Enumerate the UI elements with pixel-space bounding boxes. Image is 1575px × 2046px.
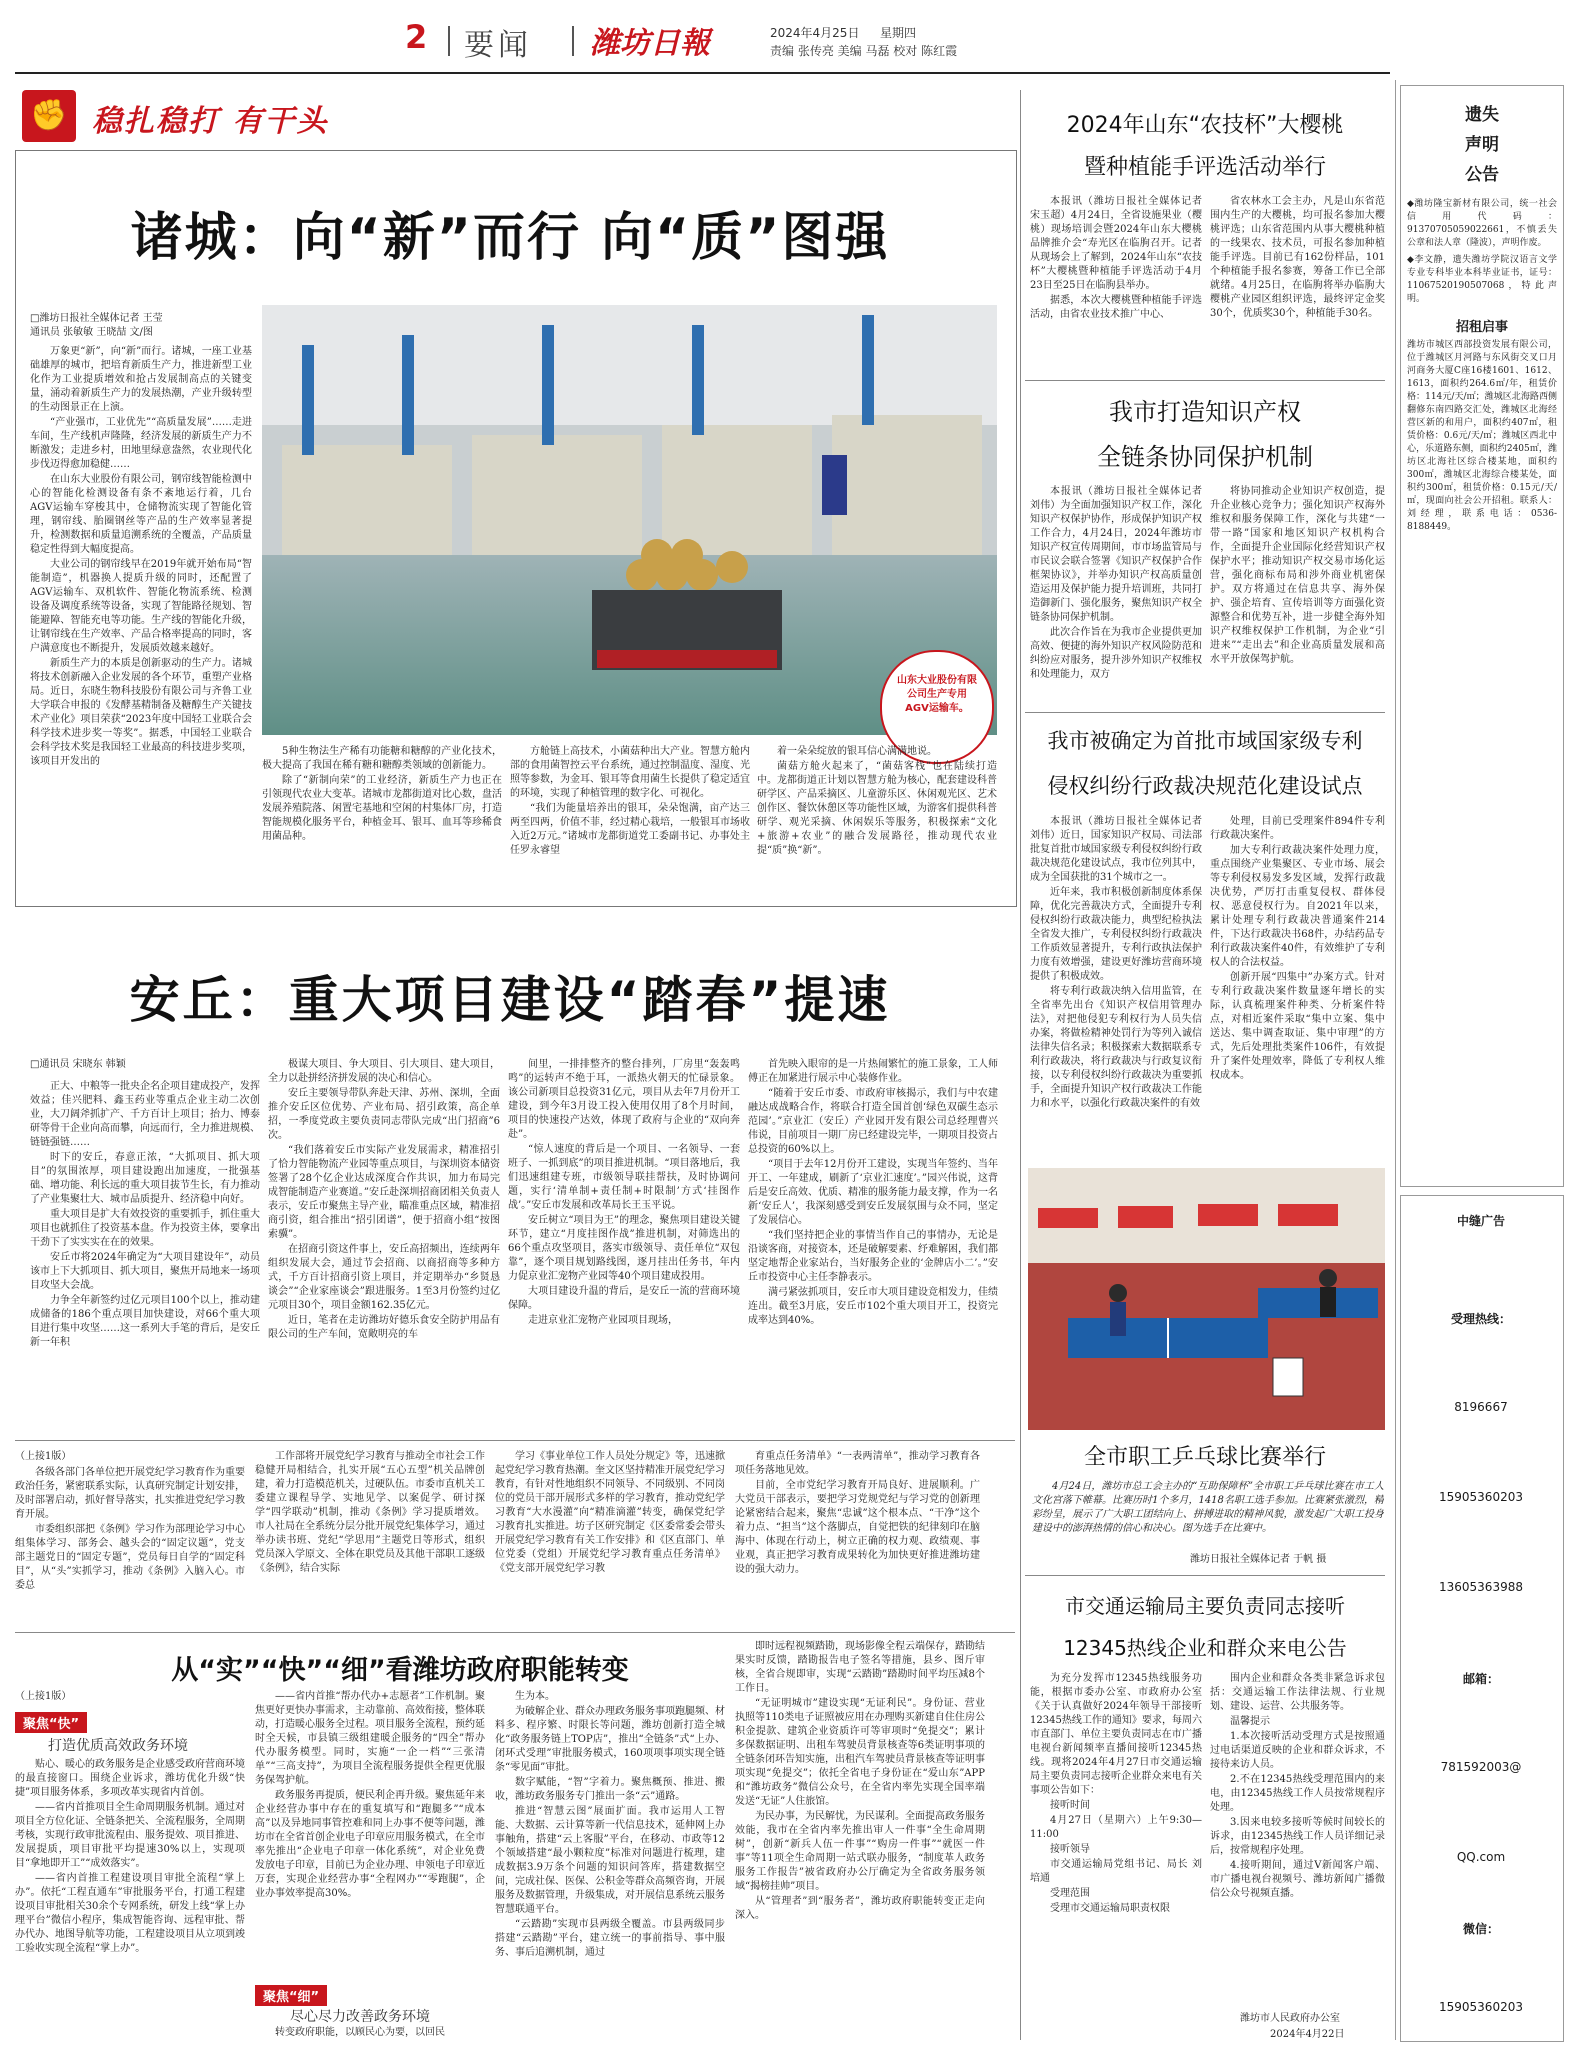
paragraph: 安丘树立“项目为王”的理念，聚焦项目建设关键环节，建立“月度挂图作战”推进机制，对筛选出的66个重点攻坚项目，落实市级领导、责任单位“双包靠”，逐个项目规划路线图，逐月挂出任务书，年内力促京业汇宠物产业园等40个项目建成投用。 bbox=[508, 1215, 740, 1282]
article-body-col1 bbox=[1030, 485, 1202, 703]
article-title-line1: 市交通运输局主要负责同志接听 bbox=[1065, 1594, 1345, 1618]
paragraph: 据悉，本次大樱桃暨种植能手评选活动，由省农业技术推广中心、 bbox=[1030, 295, 1202, 320]
section-divider bbox=[1025, 712, 1385, 713]
tag-focus-detail: 聚焦“细” bbox=[255, 1985, 327, 2006]
section-divider bbox=[15, 1632, 1015, 1633]
paragraph: ——省内首推项目全生命周期服务机制。通过对项目全方位化证、全链条把关、全流程服务，全周期考核，实现行政审批流程由、服务提效、项目推进、发展提质，项目审批平均提速30%以上，实现项目“拿地即开工”“成效落实”。 bbox=[15, 1802, 245, 1869]
paragraph: 为破解企业、群众办理政务服务事项跑腿频、材料多、程序繁、时限长等问题，潍坊创新打造全城化“政务服务链上TOP店”，推出“全链条”式“上办、闭环式受理”审批服务模式，160项项事项实现全链条“零见面”审批。 bbox=[495, 1706, 725, 1773]
continuation-header: （上接1版） bbox=[15, 1691, 72, 1702]
article-body-col1 bbox=[1030, 1672, 1202, 2040]
article-title: 安丘：重大项目建设“踏春”提速 bbox=[129, 971, 891, 1029]
paragraph: 生为本。 bbox=[515, 1691, 555, 1702]
tag-focus-fast: 聚焦“快” bbox=[15, 1712, 87, 1733]
wechat-label: 微信： bbox=[1462, 1922, 1499, 1936]
article-title-line1: 我市被确定为首批市域国家级专利 bbox=[1047, 729, 1363, 753]
article-title-line2: 侵权纠纷行政裁决规范化建设试点 bbox=[1047, 774, 1363, 798]
paragraph: 除了“新制向荣”的工业经济，新质生产力也正在引领现代农业大变革。诸城市龙都街道对比心数，盘活发展养殖院落、闲置宅基地和空闲的村集体厂房，打造智能规模化服务平台，种植金耳、银耳、血耳等珍稀食用菌品种。 bbox=[262, 775, 502, 842]
continuation-col4 bbox=[735, 1450, 980, 1626]
paragraph: 本报讯（潍坊日报社全媒体记者 刘伟）近日，国家知识产权局、司法部批复首批市域国家级专利侵权纠纷行政裁决规范化建设试点，我市位列其中，成为全国获批的31个城市之一。 bbox=[1030, 816, 1202, 883]
paragraph: 在山东大业股份有限公司，钢帘线智能检测中心的智能化检测设备有条不紊地运行着，几台AGV运输车穿梭其中，仓储物流实现了智能化管理，钢帘线、胎圈钢丝等产品的生产效率显著提升，检测数据和质量追溯系统的全覆盖，产品质量稳定性得到大幅度提高。 bbox=[30, 474, 252, 555]
paragraph: ——省内首推“帮办代办+志愿者”工作机制。聚焦更好更快办事需求，主动靠前、高效衔接，整体联动，打造暖心服务全过程。项目服务全流程，预约延时全天候，市县镇三级组建暖企服务的“四全”帮办代办服务模型。同时，实施“一企一档”“三张清单”“三高支持”，为项目全流程服务提供全程更优服务保驾护航。 bbox=[255, 1691, 485, 1786]
masthead-divider bbox=[572, 26, 574, 56]
article-title: 全市职工乒乓球比赛举行 bbox=[1083, 1445, 1326, 1470]
article-title: 从“实”“快”“细”看潍坊政府职能转变 bbox=[171, 1655, 629, 1686]
paragraph: 菌菇方舱火起来了，“菌菇客栈”也在陆续打造中。龙都街道正计划以智慧方舱为核心，配套建设科普研学区、产品采摘区、儿童游乐区、休闲观光区、艺术创作区、餐饮休憩区等功能性区域，为游客们提供科普研学、观光采摘、休闲娱乐等服务，积极探索“文化+旅游+农业”的融合发展路径，推动现代农业提“质”换“新”。 bbox=[757, 761, 997, 856]
article-body-col3 bbox=[508, 1058, 740, 1430]
paragraph: 3.因来电较多接听等候时间较长的诉求，由12345热线工作人员详细记录后，按常规程序处理。 bbox=[1210, 1817, 1385, 1856]
paragraph: 安丘市将2024年确定为“大项目建设年”，动员该市上下大抓项目、抓大项目，聚焦开局地来一场项目攻坚大会战。 bbox=[30, 1252, 260, 1291]
article-title-line2: 暨种植能手评选活动举行 bbox=[1083, 155, 1326, 180]
paragraph: 近年来，我市积极创新制度体系保障，优化完善裁决方式，全面提升专利侵权纠纷行政裁决能力，典型纪检执法全省发大推广，专利侵权纠纷行政裁决工作质效显著提升，专利行政执法保护力度有效增强，建设更好潍坊营商环境提供了积极成效。 bbox=[1030, 887, 1202, 982]
paragraph: 在招商引资这件事上，安丘高招频出，连续两年组织发展大会，通过节会招商、以商招商等多种方式，千方百计招商引资上项目，并定期举办“乡贤恳谈会”“企业家座谈会”跟进服务。1至3月份签约过亿元项目30个，项目金额162.35亿元。 bbox=[268, 1244, 500, 1311]
notice-box bbox=[1400, 85, 1564, 1187]
email-address: QQ.com bbox=[1456, 1850, 1506, 1864]
subhead: 打造优质高效政务环境 bbox=[48, 1738, 188, 1754]
paragraph: ——省内首推工程建设项目审批全流程“掌上办”。依托“工程直通车”审批服务平台，打通工程建设项目审批相关30余个专网系统，研发上线“掌上办理平台”微信小程序，集成智能咨询、远程审批、帮办代办、地图导航等功能，工程建设项目从立项到竣工验收实现全流程“掌上办”。 bbox=[15, 1873, 245, 1954]
paragraph: 各级各部门各单位把开展党纪学习教育作为重要政治任务，紧密联系实际，认真研究制定计划安排，及时部署启动，抓好督导落实，扎实推进党纪学习教育开展。 bbox=[15, 1467, 245, 1520]
paragraph: 满弓紧弦抓项目，安丘市大项目建设竞相发力，佳绩连出。截至3月底，安丘市102个重大项目开工，投资完成率达到40%。 bbox=[748, 1287, 998, 1326]
paragraph: 安丘主要领导带队奔赴天津、苏州、深圳，全面推介安丘区位优势、产业布局、招引政策，高企单招，一季度党政主要负责同志带队完成“出门招商”6次。 bbox=[268, 1088, 500, 1141]
masthead-divider bbox=[448, 26, 450, 56]
paragraph: 将协同推动企业知识产权创造，提升企业核心竞争力；强化知识产权海外维权和服务保障工作，深化与共建“一带一路”国家和地区知识产权机构合作，全面提升企业国际化经营知识产权保护水平；推动知识产权交易市场化运营，强化商标布局和涉外商业机密保护。双方将通过在信息共享、海外保护、强企培育、宣传培训等方面强化资源整合和优势互补，进一步健全海外知识产权维权保护工作机制，为企业“引进来”“走出去”和企业高质量发展和高水平开放保驾护航。 bbox=[1210, 486, 1385, 665]
paragraph: “我们坚持把企业的事情当作自己的事情办，无论是沿谈客商，对接资本，还是破解要素、纾难解困，我们都坚定地帮企业家站台，当好服务企业的‘金牌店小二’。”安丘市投资中心主任李静表示。 bbox=[748, 1230, 998, 1283]
paragraph: 重大项目是扩大有效投资的重要抓手，抓住重大项目也就抓住了投资基本盘。作为投资主体，要拿出干劲下了实实实在在的效果。 bbox=[30, 1209, 260, 1248]
paragraph: 本报讯（潍坊日报社全媒体记者 刘伟）为全面加强知识产权工作，深化知识产权保护协作，形成保护知识产权工作合力，4月24日，2024年潍坊市知识产权宣传周期间，市市场监管局与市民议会联合签署《知识产权保护合作框架协议》，并举办知识产权高质量创造运用及保护能力提升培训班，共同打造御新门、强化服务，聚焦知识产权全链条协同保护机制。 bbox=[1030, 486, 1202, 623]
paragraph: 市交通运输局党组书记、局长 刘培通 bbox=[1030, 1859, 1202, 1884]
paragraph: “我们落着安丘市实际产业发展需求，精准招引了恰力智能物流产业园等重点项目，与深圳资本储资签署了28个亿企业达成深度合作共识，加力布局完成智能制造产业赛道。”安丘赴深圳招商团相关负责人表示，安丘市聚焦主导产业，瞄准重点区域，精准招商引资，组合推出“招引团谱”，便于招商小组“按图索骥”。 bbox=[268, 1145, 500, 1240]
continuation-col2 bbox=[255, 1450, 485, 1626]
paragraph: 间里，一排排整齐的整台排列，厂房里“轰轰鸣鸣”的运转声不绝于耳，一派热火朝天的忙碌景象。该公司新项目总投资31亿元，项目从去年7月份开工建设，到今年3月设工投入使用仅用了8个月时间，项目的快速投产达效，体现了政府与企业的“双向奔赴”。 bbox=[508, 1059, 740, 1140]
notice-item: ◆潍坊隆宝新材有限公司，统一社会信用代码：91370705059022661，不慎丢失公章和法人章（隆波），声明作废。 bbox=[1407, 199, 1557, 248]
hotline-number: 8196667 bbox=[1454, 1400, 1508, 1414]
continuation-col3 bbox=[495, 1450, 725, 1626]
article-body-col1 bbox=[1030, 815, 1202, 1155]
paragraph: 接听领导 bbox=[1050, 1844, 1090, 1855]
hotline-number: 13605363988 bbox=[1439, 1580, 1523, 1594]
article-body-col2 bbox=[1210, 485, 1385, 703]
paragraph: 万象更“新”，向“新”而行。诸城，一座工业基础雄厚的城市，把培育新质生产力，推进新型工业化作为工业提质增效和抢占发展制高点的关键变量，涌动着新质生产力的发展热潮，产业升级转型的生动图景正在上演。 bbox=[30, 346, 252, 413]
notice-title-2: 声明 bbox=[1465, 135, 1499, 155]
article-body-col1 bbox=[1030, 195, 1202, 385]
paragraph: “产业强市，工业优先”“高质量发展”……走进车间，生产线机声隆隆，经济发展的新质生产力不断激发；走进乡村，田地里绿意盎然，农业现代化步伐迈得愈加稳健…… bbox=[30, 417, 252, 470]
paragraph: 4.接听期间，通过V新闻客户端、市广播电视台视频号、潍坊新闻广播微信公众号视频直播。 bbox=[1210, 1860, 1385, 1899]
paragraph: 极谋大项目、争大项目、引大项目、建大项目，全力以赴拼经济拼发展的决心和信心。 bbox=[268, 1059, 500, 1084]
column-divider bbox=[1020, 90, 1021, 2040]
issue-date: 2024年4月22日 bbox=[1270, 2029, 1345, 2040]
hotline-number: 15905360203 bbox=[1439, 1490, 1523, 1504]
notice-title-1: 遗失 bbox=[1465, 105, 1499, 125]
issue-weekday: 星期四 bbox=[880, 26, 917, 40]
paragraph: 方舱链上高技术，小菌菇种出大产业。智慧方舱内部的食用菌智控云平台系统，通过控制温度、湿度、光照等参数，为金耳、银耳等食用菌生长提供了稳定适宜的环境，实现了种植管理的数字化、可视化。 bbox=[510, 746, 750, 799]
paragraph: “随着于安丘市委、市政府审核揭示，我们与中农建融达成战略合作，将联合打造全国首创‘绿色双碳生态示范园’。”京业汇（安丘）产业园开发有限公司总经理曹兴伟说，目前项目一期厂房已经建设完毕，一期项目投资占总投资的60%以上。 bbox=[748, 1088, 998, 1155]
article-body-col2 bbox=[268, 1058, 500, 1430]
notice-item: ◆李文静，遗失潍坊学院汉语言文学专业专科毕业本科毕业证书，证号：11067520190507068，特此声明。 bbox=[1407, 255, 1557, 304]
paragraph: 首先映入眼帘的是一片热闹繁忙的施工景象，工人师傅正在加紧进行展示中心装修作业。 bbox=[748, 1059, 998, 1084]
fist-icon: ✊ bbox=[22, 90, 76, 142]
paragraph: 新质生产力的本质是创新驱动的生产力。诸城将技术创新融入企业发展的各个环节，重塑产业格局。近日，东晓生物科技股份有限公司与齐鲁工业大学联合申报的《发酵基精制备及糖醇生产关键技术产业化》项目荣获“2023年度中国轻工业联合会科学技术进步奖一等奖”。据悉，中国轻工业联合会科学技术奖是我国轻工业最高的科技进步奖项，该项目开发出的 bbox=[30, 658, 252, 767]
paper-name: 潍坊日報 bbox=[590, 26, 710, 61]
paragraph: 市委组织部把《条例》学习作为部理论学习中心组集体学习、部务会、越头会的“固定议题”，党支部主题党日的“固定专题”，党员每日自学的“固定科目”，从“头”实抓学习，推动《条例》入脑入心。市委总 bbox=[15, 1524, 245, 1591]
notice-title-3: 公告 bbox=[1465, 165, 1499, 185]
paragraph: 转变政府职能，以顾民心为要，以回民 bbox=[275, 2027, 445, 2038]
paragraph: 4月24日，潍坊市总工会主办的“互助保障杯”全市职工乒乓球比赛在市工人文化宫落下帷幕。比赛历时1个多月，1418名职工选手参加。比赛紧张激烈，精彩纷呈，展示了广大职工团结向上、拼搏进取的精神风貌，激发起广大职工投身建设中的澎湃热情的信心和决心。图为选手在比赛中。 bbox=[1032, 1481, 1384, 1534]
table-tennis-photo bbox=[1028, 1168, 1385, 1430]
email-address: 781592003@ bbox=[1440, 1760, 1522, 1774]
paragraph: 大项目建设升温的背后，是安丘一流的营商环境保障。 bbox=[508, 1286, 740, 1311]
article-body-col1 bbox=[30, 345, 252, 900]
paragraph: 力争全年新签约过亿元项目100个以上，推动建成储备的186个重点项目加快建设，对66个重大项目进行集中攻坚……这一系列大手笔的背后，是安丘新一年积 bbox=[30, 1295, 260, 1348]
article-title-line2: 12345热线企业和群众来电公告 bbox=[1063, 1636, 1347, 1660]
paragraph: 学习《事业单位工作人员处分规定》等，迅速掀起党纪学习教育热潮。奎文区坚持精准开展党纪学习教育，有针对性地组织不同领导、不同级别、不同岗位的党员干部开展形式多样的学习教育，推动党纪学习教育“大水漫灌”向“精准滴灌”转变，确保党纪学习教育扎实推进。坊子区研究制定《区委常委会带头开展党纪学习教育有关工作安排》和《区直部门、单位党委（党组）开展党纪学习教育重点任务清单》《党支部开展党纪学习教 bbox=[495, 1451, 725, 1574]
paragraph: 5种生物法生产稀有功能糖和糖醇的产业化技术，极大提高了我国在稀有糖和糖醇类领域的创新能力。 bbox=[262, 746, 502, 771]
article-title: 诸城：向“新”而行 向“质”图强 bbox=[130, 208, 890, 268]
paragraph: 从“管理者”到“服务者”，潍坊政府职能转变正走向深入。 bbox=[735, 1896, 985, 1921]
article-body-col3 bbox=[495, 1690, 725, 2040]
article-body-col2 bbox=[1210, 815, 1385, 1155]
paragraph: 受理市交通运输局职责权限 bbox=[1050, 1903, 1170, 1914]
editors-line: 责编 张传亮 美编 马磊 校对 陈红霞 bbox=[770, 44, 958, 58]
paragraph: 为充分发挥市12345热线服务功能，根据市委办公室、市政府办公室《关于认真做好2024年领导干部接听12345热线工作的通知》要求，每周六市直部门、单位主要负责同志在市广播电视台新闻频率直播间接听12345热线。现将2024年4月27日市交通运输局主要负责同志接听企业群众来电有关事项公告如下： bbox=[1030, 1673, 1202, 1796]
paragraph: 本报讯（潍坊日报社全媒体记者 宋玉超）4月24日，全省设施果业（樱桃）现场培训会暨2024年山东大樱桃品牌推介会“寿光区在临朐召开。记者从现场会上了解到，2024年山东“农技杯”大樱桃暨种植能手评选活动于4月23日至25日在临朐县举办。 bbox=[1030, 196, 1202, 291]
paragraph: 4月27日（星期六）上午9:30—11:00 bbox=[1030, 1815, 1202, 1840]
article-title-line1: 2024年山东“农技杯”大樱桃 bbox=[1066, 113, 1344, 138]
wechat-id: 15905360203 bbox=[1439, 2000, 1523, 2014]
paragraph: “云踏勘”实现市县两级全覆盖。市县两级同步搭建“云踏勘”平台，建立统一的事前指导、事中服务、事后追溯机制，通过 bbox=[495, 1919, 725, 1958]
paragraph: 目前，全市党纪学习教育开局良好、进展顺利。广大党员干部表示，要把学习党规党纪与学习党的创新理论紧密结合起来，聚焦“忠诚”这个根本点、“干净”这个着力点、“担当”这个落脚点，自觉把铁的纪律刻印在脑海中、体现在行动上，树立正确的权力观、政绩观、事业观，真正把学习教育成果转化为加快更好推进潍坊建设的强大动力。 bbox=[735, 1480, 980, 1575]
paragraph: “惊人速度的背后是一个项目、一名领导、一套班子、一抓到底”的项目推进机制。“项目落地后，我们迅速组建专班，市级领导联挂帮扶，及时协调问题，实行‘清单制+责任制+时限制’方式‘挂图作战’。”安丘市发展和改革局长王玉平说。 bbox=[508, 1144, 740, 1211]
paragraph: “我们为能量培养出的银耳，朵朵饱满，亩产达三两至四两，价值不菲，经过精心栽培，一般银耳市场收入近2万元。”诸城市龙都街道党工委副书记、办事处主任罗永睿望 bbox=[510, 803, 750, 856]
column-banner-text: 稳扎稳打 有干头 bbox=[92, 104, 329, 139]
article-body-col4 bbox=[735, 1640, 985, 2040]
paragraph: 走进京业汇宠物产业园项目现场， bbox=[528, 1315, 678, 1326]
paragraph: 推进“智慧云图”展面扩面。我市运用人工智能、大数据、云计算等新一代信息技术，延伸网上办事触角，搭建“云上客服”平台，在移动、市政等12个领域搭建“最小颗粒度”标准对问题进行梳理，建成数据3.9万条个问题的知识问答库，搭建数据空间，完成社保、医保、公积金等群众高频咨询，开展服务及数据管理，升级集成，对开展信息系统云服务智慧联通平台。 bbox=[495, 1806, 725, 1915]
paragraph: 时下的安丘，春意正浓，“大抓项目、抓大项目”的氛围浓厚，项目建设跑出加速度，一批强基础、增功能、利长远的重大项目拔节生长，有力推动了产业集聚壮大、城市品质提升、经济稳中向好。 bbox=[30, 1152, 260, 1205]
article-body-col2 bbox=[255, 1690, 485, 1980]
page-number: 2 bbox=[405, 18, 428, 56]
article-body-col2b bbox=[255, 2026, 485, 2042]
article-body-col4 bbox=[757, 745, 997, 895]
article-body-col4 bbox=[748, 1058, 998, 1430]
article-title-line2: 全链条协同保护机制 bbox=[1097, 443, 1313, 471]
paragraph: 着一朵朵绽放的银耳信心满满地说。 bbox=[777, 746, 937, 757]
paragraph: 即时远程视频踏勘，现场影像全程云端保存，踏勘结果实时反馈，踏勘报告电子签名等措施，县乡、图斤审核，全省合规即审，实现“云踏勘”踏勘时间平均压减8个工作日。 bbox=[735, 1641, 985, 1694]
paragraph: 温馨提示 bbox=[1230, 1716, 1270, 1727]
table-tennis-photo-art bbox=[1028, 1168, 1385, 1430]
photo-credit: 潍坊日报社全媒体记者 于帆 摄 bbox=[1190, 1554, 1327, 1565]
paragraph: 近日，笔者在走访潍坊好德乐食安全防护用品有限公司的生产车间，宽敞明亮的车 bbox=[268, 1315, 500, 1340]
paragraph: 处理，目前已受理案件894件专利行政裁决案件。 bbox=[1210, 816, 1385, 841]
photo-caption: 山东大业股份有限公司生产专用AGV运输车。 bbox=[897, 675, 977, 714]
paragraph: 加大专利行政裁决案件处理力度，重点围绕产业集聚区、专业市场、展会等专利侵权易发多发区域，发挥行政裁决优势，严厉打击重复侵权、群体侵权、恶意侵权行为。自2021年以来，累计处理专利行政裁决普通案件214件，下达行政裁决书68件，办结药品专利行政裁决案件40件，有效维护了专利权人的合法权益。 bbox=[1210, 845, 1385, 968]
paragraph: 围内企业和群众各类非紧急诉求包括：交通运输工作法律法规、行业规划、建设、运营、公共服务等。 bbox=[1210, 1673, 1385, 1712]
paragraph: 省农林水工会主办，凡是山东省范围内生产的大樱桃，均可报名参加大樱桃评选；山东省范围内从事大樱桃种植的一线果农、技术员，可报名参加种植能手评选。目前已有162份样品，101个种植能手报名参赛，筹备工作已全部就绪。4月25日，在临朐将举办临朐大樱桃产业园区组织评选，最终评定金奖30个，优质奖30个，种植能手30名。 bbox=[1210, 196, 1385, 319]
paragraph: 将专利行政裁决纳入信用监管，在全省率先出台《知识产权信用管理办法》，对把他侵犯专利权行为人员失信办案，将做检精神处罚行为等列入诚信法律失信名录；积极探索大数据联系专利行政裁决，将行政裁决与行政复议衔接，以专利侵权纠纷行政裁决为重要抓手，全面提升知识产权行政裁决工作能力和水平，以强化行政裁决案件的有效 bbox=[1030, 986, 1202, 1109]
paragraph: 数字赋能，“智”字着力。聚焦概预、推进、搬收，潍坊政务服务专门推出一条“云”通路。 bbox=[495, 1777, 725, 1802]
article-body-col2 bbox=[262, 745, 502, 895]
section-name: 要闻 bbox=[464, 28, 532, 63]
paragraph: 为民办事，为民解忧，为民谋利。全面提高政务服务效能，我市在全省内率先推出审人一件事“全生命周期树”，创新“新兵人伍一件事”“购房一件事”“就医一件事”等11项全生命周期一站式联办服务，“制度革人政务服务工作报告”被省政府办公厅确定为全省政务服务领域“揭榜挂帅”项目。 bbox=[735, 1811, 985, 1892]
rent-text: 潍坊市城区西部投资发展有限公司，位于潍城区月河路与东风街交叉口月河商务大厦C座16楼1601、1612、1613，面积约264.6㎡/年，租赁价格：114元/天/㎡；潍城区北海路西侧翻修东南四路交汇处，潍城区北海经营区新的和用户，面积约407㎡，租赁价格：0.6元/天/㎡；潍城区西北中心，乐道路东侧，面积约2405㎡，潍坊区北海社区综合楼某地，面积约300㎡，潍城区北海综合楼某处，面积约300㎡，租赁价格：0.15元/天/㎡，现面向社会公开招租。联系人：刘经理，联系电话：0536-8188449。 bbox=[1407, 340, 1557, 532]
paragraph: 育重点任务清单》“一表两清单”，推动学习教育各项任务落地见效。 bbox=[735, 1451, 980, 1476]
paragraph: 贴心、暖心的政务服务是企业感受政府营商环境的最直接窗口。围绕企业诉求，潍坊优化升级“快捷”项目服务体系，多项改革实现省内首创。 bbox=[15, 1759, 245, 1798]
section-divider bbox=[1025, 380, 1385, 381]
paragraph: 接听时间 bbox=[1050, 1800, 1090, 1811]
email-label: 邮箱： bbox=[1462, 1672, 1499, 1686]
paragraph: 受理范围 bbox=[1050, 1888, 1090, 1899]
masthead-rule bbox=[15, 72, 1390, 74]
continuation-col1 bbox=[15, 1466, 245, 1626]
section-divider bbox=[1025, 1575, 1385, 1576]
paragraph: 此次合作旨在为我市企业提供更加高效、便捷的海外知识产权风险防范和纠纷应对服务，提升涉外知识产权维权和处理能力，双方 bbox=[1030, 627, 1202, 680]
paragraph: 2.不在12345热线受理范围内的来电，由12345热线工作人员按常规程序处理。 bbox=[1210, 1774, 1385, 1813]
paragraph: 工作部将开展党纪学习教育与推动全市社会工作稳健开局相结合，扎实开展“五心五型”机关品牌创建，着力打造模范机关，过硬队伍。市委市直机关工委建立课程导学、实地见学、以案促学、研讨探学“四学联动”机制，推动《条例》学习提质增效。市人社局在全系统分层分批开展党纪集体学习，通过举办读书班、党纪“学思用”主题党日等形式，组织党员深入学原文、全体在职党员及其他干部职工逐级《条例》，结合实际 bbox=[255, 1451, 485, 1574]
paragraph: 1.本次接听活动受理方式是按照通过电话渠道反映的企业和群众诉求，不接待来访人员。 bbox=[1210, 1731, 1385, 1770]
paragraph: 创新开展“四集中”办案方式。针对专利行政裁决案件数量逐年增长的实际，认真梳理案件种类、分析案件特点，对相近案件采取“集中立案、集中送达、集中调查取证、集中审理”的方式，先后处理批类案件106件，有效提升了案件处理效率，降低了专利权人维权成本。 bbox=[1210, 972, 1385, 1081]
issue-date: 2024年4月25日 bbox=[770, 26, 860, 40]
hotline-label: 受理热线： bbox=[1450, 1312, 1511, 1326]
paragraph: 正大、中粮等一批央企名企项目建成投产，发挥效益；佳兴肥料、鑫玉药业等重点企业主动二次创业，大刀阔斧抓扩产、千方百计上项目；抬力、博泰研等骨干企业向高而攀，向远而行，全力推进规模、链链强链…… bbox=[30, 1081, 260, 1148]
article-byline: □潍坊日报社全媒体记者 王莹 通讯员 张敏敏 王晓喆 文/图 bbox=[30, 313, 163, 338]
paragraph: 大业公司的钢帘线早在2019年就开始布局“智能制造”，机器换人提质升级的同时，还配置了AGV运输车、双机软件、智能化物流系统、检测设备及调度系统等设备，实现了智能路径规划、智能避障、智能充电等功能。生产线的智能化升级，让钢帘线在生产效率、产品合格率提高的同时，客户满意度也不断提升，发展质效越来越好。 bbox=[30, 559, 252, 654]
article-body-col2 bbox=[1210, 1672, 1385, 2012]
paragraph: “项目于去年12月份开工建设，实现当年签约、当年开工、一年建成，刷新了‘京业汇速度’。”园兴伟说，这背后是安丘高效、优质、精准的服务能力最支撑，作为一名新‘安丘人’，我深刻感受到安丘发展氛围与众不同，坚定了发展信心。 bbox=[748, 1159, 998, 1226]
continuation-header: （上接1版） bbox=[15, 1451, 72, 1462]
section-divider bbox=[15, 1440, 1015, 1441]
subhead: 尽心尽力改善政务环境 bbox=[290, 2009, 430, 2025]
article-body-col3 bbox=[510, 745, 750, 895]
article-body-col1 bbox=[15, 1758, 245, 2040]
article-byline: □通讯员 宋晓东 韩颖 bbox=[30, 1059, 126, 1070]
article-body-col1 bbox=[30, 1080, 260, 1430]
article-title-line1: 我市打造知识产权 bbox=[1109, 398, 1301, 426]
issuer: 潍坊市人民政府办公室 bbox=[1240, 2013, 1340, 2024]
rent-title: 招租启事 bbox=[1455, 320, 1508, 335]
column-banner bbox=[22, 90, 482, 142]
article-body-col2 bbox=[1210, 195, 1385, 385]
paragraph: 政务服务再提质，便民利企再升级。聚焦延年来企业经营办事中存在的重复填写和“跑腿多”“成本高”以及异地同事管控难和同上办事不便等问题，潍坊市在全省首创企业电子印章应用服务模式，在全市率先推出“企业电子印章一体化系统”，对企业免费发放电子印章，目前已为企业办理、申领电子印章近万套，实现企业经营办事“全程网办”“零跑腿”，企业办事效率提高30%。 bbox=[255, 1790, 485, 1899]
photo-caption bbox=[1032, 1480, 1384, 1550]
ad-title: 中缝广告 bbox=[1456, 1214, 1505, 1228]
paragraph: “无证明城市”建设实现“无证利民”。身份证、营业执照等110类电子证照被应用在办理购买新建自住住房公积金提款、建筑企业资质许可等审项时“免提交”；累计多保数据证明、出租车驾驶员背景核查等6类证明事项的全链条闭环告知实施，出租汽车驾驶员背景核查等证明事项实现“免提交”；依托全省电子身份证在“爱山东”APP和“潍坊政务”微信公众号，在全省内率先实现全国率端发送“无证”人住旅馆。 bbox=[735, 1698, 985, 1807]
